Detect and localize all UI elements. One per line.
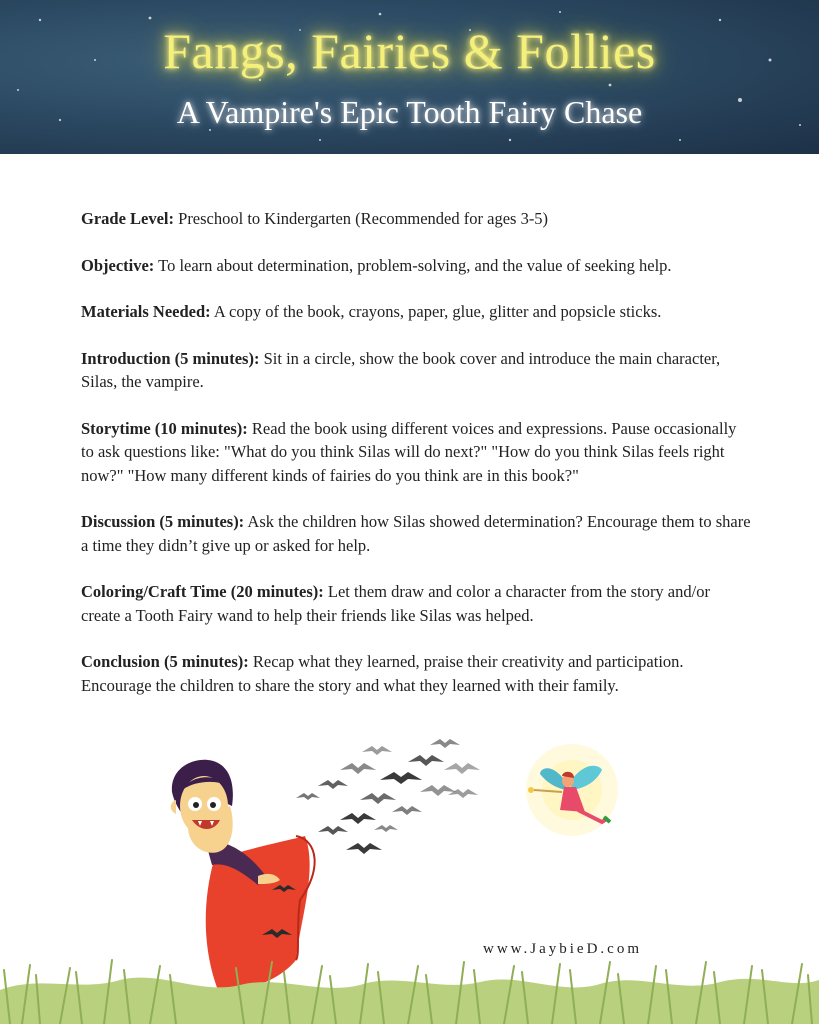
section-text: Preschool to Kindergarten (Recommended for ages 3-5) <box>178 209 549 228</box>
section-text: Ask the children how Silas showed determination? Encourage them to share a time they didn’t give up or asked for help. <box>81 512 751 555</box>
section-text: Read the book using different voices and expressions. Pause occasionally to ask questions like: "What do you think Silas will do next?" "How do you think Silas feels right now?" "How many different kinds of fairies do you think are in this book?" <box>81 418 737 485</box>
section-label: Coloring/Craft Time (20 minutes): <box>81 582 324 601</box>
bat-swarm-illustration <box>296 739 480 854</box>
section-label: Discussion (5 minutes): <box>81 512 245 531</box>
section-text: Sit in a circle, show the book cover and introduce the main character, Silas, the vampire. <box>81 348 721 391</box>
page-subtitle: A Vampire's Epic Tooth Fairy Chase <box>176 94 643 130</box>
grass-illustration <box>0 960 819 1024</box>
page-title: Fangs, Fairies & Follies <box>163 23 656 79</box>
section-label: Introduction (5 minutes): <box>81 348 260 368</box>
section-text: Recap what they learned, praise their creativity and participation. Encourage the children to share the story and what they learned with their family. <box>81 652 684 695</box>
section-text: Let them draw and color a character from the story and/or create a Tooth Fairy wand to help their friends like Silas was helped. <box>81 582 710 625</box>
section-text: A copy of the book, crayons, paper, glue, glitter and popsicle sticks. <box>213 302 662 321</box>
website-url: www.JaybieD.com <box>483 941 643 957</box>
section-label: Grade Level: <box>81 209 175 228</box>
section-text: To learn about determination, problem-solving, and the value of seeking help. <box>158 255 672 275</box>
section-label: Conclusion (5 minutes): <box>81 652 249 671</box>
fairy-illustration <box>526 744 618 836</box>
section-label: Storytime (10 minutes): <box>81 418 248 438</box>
section-label: Objective: <box>81 255 155 275</box>
section-label: Materials Needed: <box>81 302 211 321</box>
